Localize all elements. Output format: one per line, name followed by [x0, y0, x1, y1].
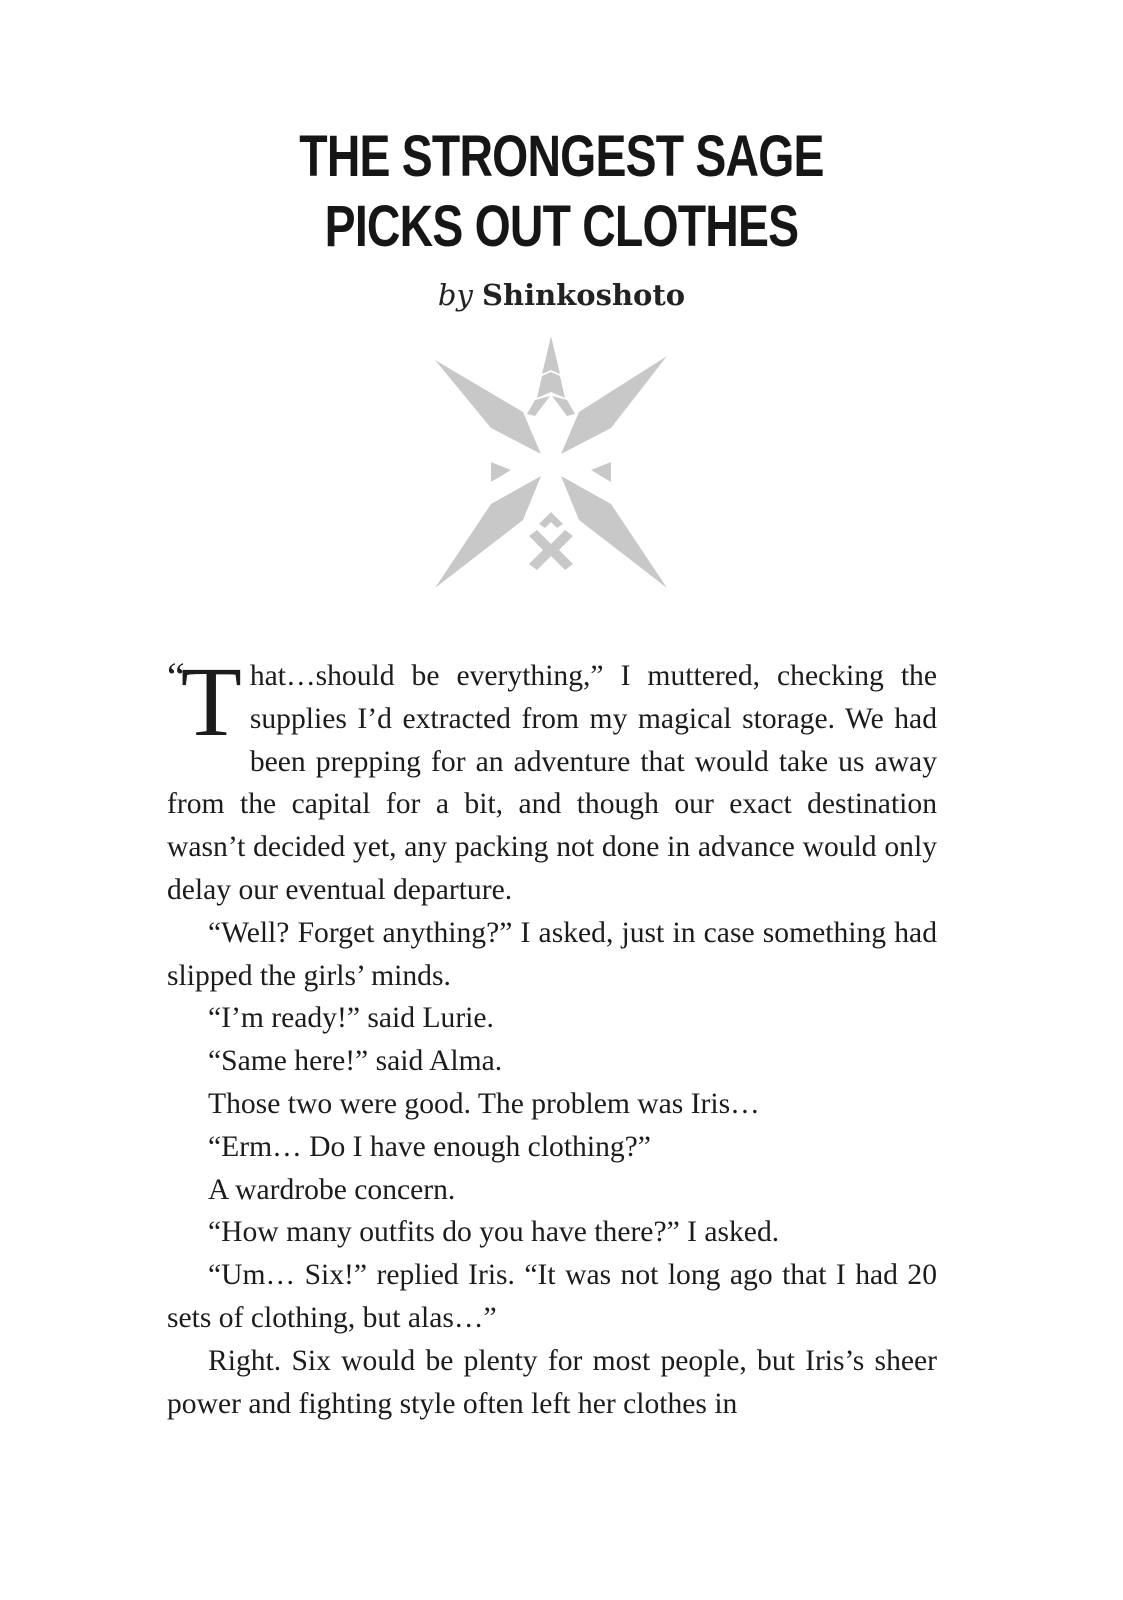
author-name: Shinkoshoto: [482, 278, 686, 312]
opening-quote: “: [167, 654, 185, 699]
byline: [0, 278, 1123, 312]
paragraph: “I’m ready!” said Lurie.: [208, 1002, 494, 1035]
paragraph: “Erm… Do I have enough clothing?”: [208, 1130, 651, 1163]
opening-paragraph-text: hat…should be everything,” I muttered, checking the supplies I’d extracted from my magical storage. We had been prepping for an adventure that would take us away from the capital for a bit, and though our exact destination wasn’t decided yet, any packing not done in advance would only delay our eventual departure.: [167, 660, 937, 906]
chapter-title-line-2: PICKS OUT CLOTHES: [324, 194, 799, 259]
byline-prefix: by: [437, 278, 473, 312]
body-text: [167, 646, 937, 1425]
chapter-title: [112, 122, 1010, 262]
paragraph: Right. Six would be plenty for most people, but Iris’s sheer power and fighting style often left her clothes in: [167, 1344, 937, 1420]
opening-paragraph: [167, 646, 937, 912]
chapter-title-line-1: THE STRONGEST SAGE: [299, 124, 824, 189]
drop-cap: T: [180, 646, 242, 757]
paragraph: “Well? Forget anything?” I asked, just in case something had slipped the girls’ minds.: [167, 916, 937, 992]
paragraph: Those two were good. The problem was Iris…: [208, 1087, 760, 1120]
paragraph: “Um… Six!” replied Iris. “It was not long ago that I had 20 sets of clothing, but alas…”: [167, 1259, 937, 1334]
paragraph: “Same here!” said Alma.: [208, 1045, 503, 1078]
paragraph: “How many outfits do you have there?” I asked.: [208, 1216, 780, 1249]
star-emblem-ornament-icon: [431, 336, 671, 592]
paragraph: A wardrobe concern.: [208, 1173, 456, 1206]
